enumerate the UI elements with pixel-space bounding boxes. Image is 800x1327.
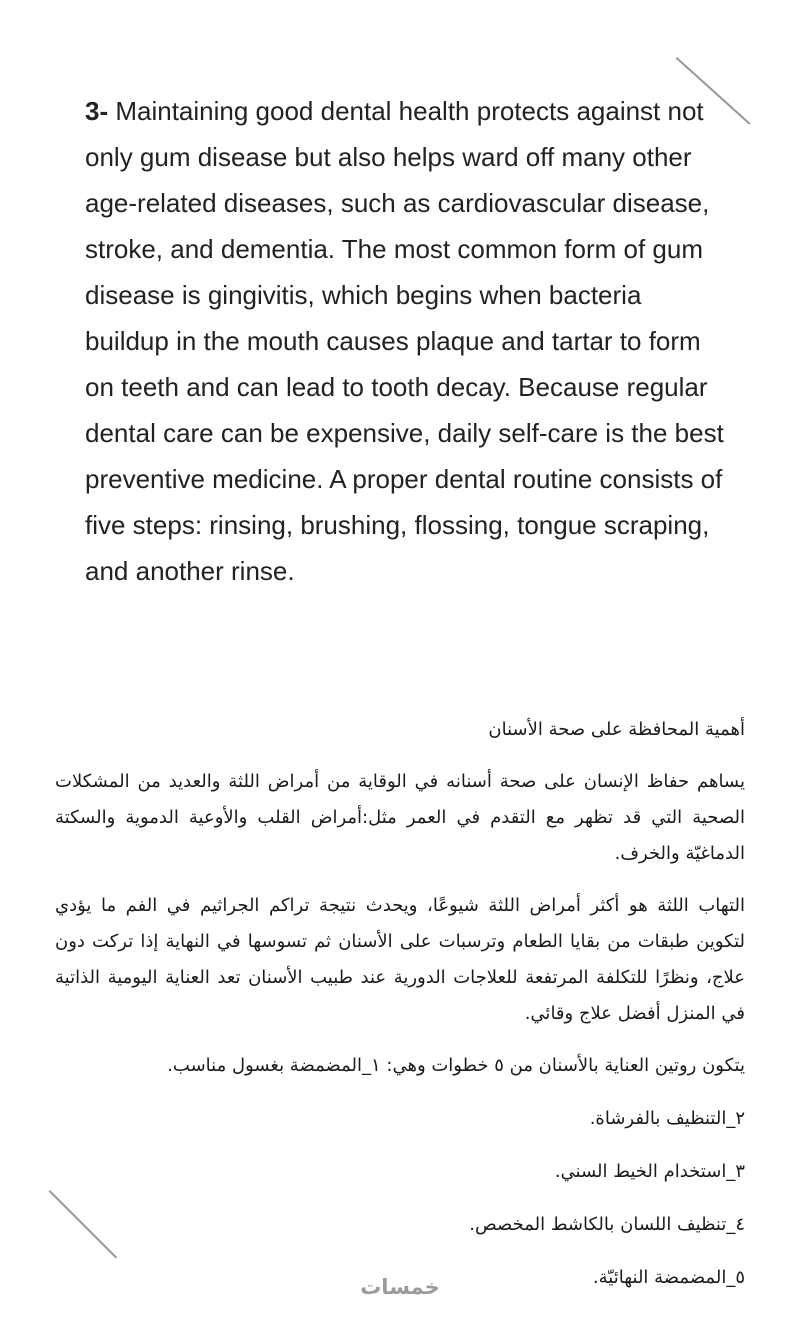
arabic-steps-intro: يتكون روتين العناية بالأسنان من ٥ خطوات وهي: ١_المضمضة بغسول مناسب. [167, 1055, 745, 1076]
paragraph-number: 3- [85, 96, 109, 126]
arabic-section [55, 712, 745, 1296]
arabic-step-4: ٤_تنظيف اللسان بالكاشط المخصص. [469, 1214, 745, 1235]
khamsat-watermark: خمسات [360, 1275, 440, 1299]
arabic-title: أهمية المحافظة على صحة الأسنان [488, 719, 745, 740]
arabic-step-5: ٥_المضمضة النهائيّة. [592, 1267, 745, 1288]
english-paragraph-text: Maintaining good dental health protects against not only gum disease but also helps ward off many other age-related diseases, such as cardiovascular disease, stroke, and dementia. The most common form of gum disease is gingivitis, which begins when bacteria buildup in the mouth causes plaque and tartar to form on teeth and can lead to tooth decay. Because regular dental care can be expensive, daily self-care is the best preventive medicine. A proper dental routine consists of five steps: rinsing, brushing, flossing, tongue scraping, and another rinse. [85, 96, 724, 586]
arabic-paragraph-2: التهاب اللثة هو أكثر أمراض اللثة شيوعًا، ويحدث نتيجة تراكم الجراثيم في الفم ما يؤدي لتكوين طبقات من بقايا الطعام وترسبات على الأسنان ثم تسوسها في النهاية إذا تركت دون علاج، ونظرًا للتكلفة المرتفعة للعلاجات الدورية عند طبيب الأسنان تعد العناية اليومية الذاتية في المنزل أفضل علاج وقائي. [55, 895, 745, 1024]
arabic-paragraph-1: يساهم حفاظ الإنسان على صحة أسنانه في الوقاية من أمراض اللثة والعديد من المشكلات الصحية التي قد تظهر مع التقدم في العمر مثل:أمراض القلب والأوعية الدموية والسكتة الدماغيّة والخرف. [55, 771, 745, 864]
arabic-step-3: ٣_استخدام الخيط السني. [554, 1161, 745, 1182]
english-paragraph-block [85, 88, 730, 594]
english-paragraph [85, 88, 730, 594]
arabic-step-2: ٢_التنظيف بالفرشاة. [589, 1108, 745, 1129]
